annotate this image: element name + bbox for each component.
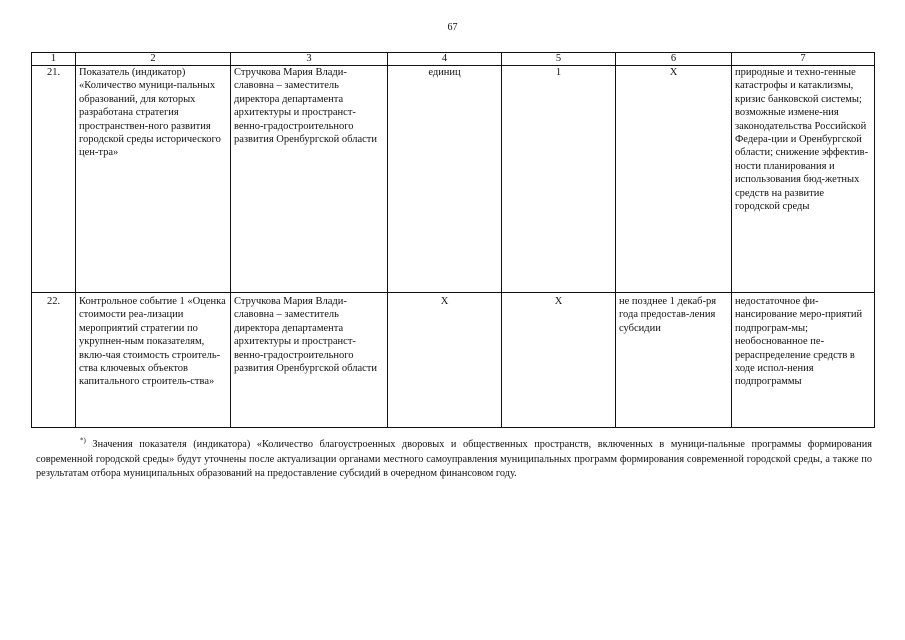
row-number: 21. <box>32 66 76 293</box>
column-header: 4 <box>388 53 502 66</box>
value-cell: X <box>502 293 616 428</box>
value-cell: 1 <box>502 66 616 293</box>
unit-cell: X <box>388 293 502 428</box>
column-header: 6 <box>616 53 732 66</box>
column-header: 5 <box>502 53 616 66</box>
responsible-person: Стручкова Мария Влади-славовна – заместитель директора департамента архитектуры и пространст-венно-градостроительного развития Оренбургской области <box>231 293 388 428</box>
risks-cell: природные и техно-генные катастрофы и катаклизмы, кризис банковской системы; возможные измене-ния законодательства Российской Федера-ции и Оренбургской области; снижение эффектив-ности планирования и использования бюд-жетных средств на развитие городской среды <box>732 66 875 293</box>
column-header: 3 <box>231 53 388 66</box>
footnote-text: Значения показателя (индикатора) «Количество благоустроенных дворовых и общественных пространств, включенных в муници-пальные программы формирования современной городской среды» будут уточнены после актуализации органами местного самоуправления муниципальных программ формирования современной городской среды, а также по результатам отбора муниципальных образований на предоставление субсидий в очередном финансовом году. <box>36 439 872 480</box>
responsible-person: Стручкова Мария Влади-славовна – заместитель директора департамента архитектуры и пространст-венно-градостроительного развития Оренбургской области <box>231 66 388 293</box>
column-header: 1 <box>32 53 76 66</box>
deadline-cell: X <box>616 66 732 293</box>
risks-cell: недостаточное фи-нансирование меро-приятий подпрограм-мы; необоснованное пе-рераспределение средств в ходе испол-нения подпрограммы <box>732 293 875 428</box>
unit-cell: единиц <box>388 66 502 293</box>
indicator-name: Показатель (индикатор) «Количество муници-пальных образований, для которых разработана стратегия пространствен-ного развития городской среды исторического цен-тра» <box>76 66 231 293</box>
indicator-name: Контрольное событие 1 «Оценка стоимости реа-лизации мероприятий стратегии по укрупнен-ным показателям, вклю-чая стоимость строитель-ства ключевых объектов капитального строитель-ства» <box>76 293 231 428</box>
table-row <box>32 293 875 428</box>
deadline-cell: не позднее 1 декаб-ря года предостав-ления субсидии <box>616 293 732 428</box>
footnote <box>36 438 872 482</box>
column-header: 7 <box>732 53 875 66</box>
page-number: 67 <box>447 22 458 33</box>
table-header-row <box>32 53 875 66</box>
footnote-marker: *) <box>80 436 86 445</box>
table-row <box>32 66 875 293</box>
column-header: 2 <box>76 53 231 66</box>
events-table <box>31 52 875 428</box>
row-number: 22. <box>32 293 76 428</box>
